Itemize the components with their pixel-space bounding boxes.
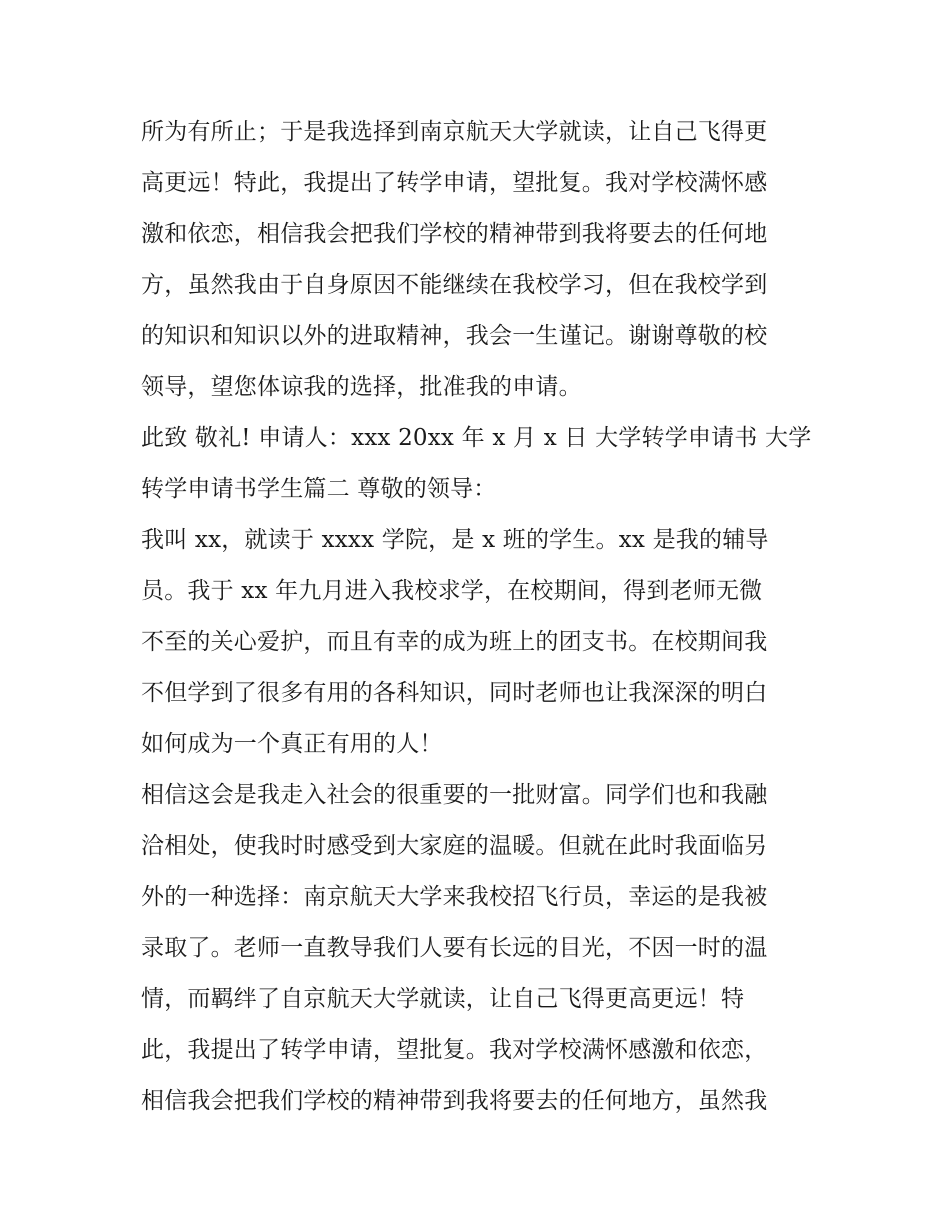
text-line: 情，而羁绊了自京航天大学就读，让自己飞得更高更远！特 bbox=[141, 986, 745, 1012]
text-line: 相信这会是我走入社会的很重要的一批财富。同学们也和我融 bbox=[141, 782, 768, 808]
text-line: 洽相处，使我时时感受到大家庭的温暖。但就在此时我面临另 bbox=[141, 833, 768, 859]
text-line: 不但学到了很多有用的各科知识，同时老师也让我深深的明白 bbox=[141, 680, 768, 706]
text-line: 相信我会把我们学校的精神带到我将要去的任何地方，虽然我 bbox=[141, 1088, 768, 1114]
text-line: 不至的关心爱护，而且有幸的成为班上的团支书。在校期间我 bbox=[141, 629, 768, 655]
text-line: 外的一种选择：南京航天大学来我校招飞行员，幸运的是我被 bbox=[141, 884, 768, 910]
body-text bbox=[141, 107, 813, 1127]
text-line: 领导，望您体谅我的选择，批准我的申请。 bbox=[141, 374, 582, 400]
text-line: 转学申请书学生篇二 尊敬的领导： bbox=[141, 476, 497, 502]
text-line: 员。我于 xx 年九月进入我校求学，在校期间，得到老师无微 bbox=[141, 578, 763, 604]
text-line: 的知识和知识以外的进取精神，我会一生谨记。谢谢尊敬的校 bbox=[141, 323, 768, 349]
text-line: 录取了。老师一直教导我们人要有长远的目光，不因一时的温 bbox=[141, 935, 768, 961]
text-line: 此，我提出了转学申请，望批复。我对学校满怀感激和依恋， bbox=[141, 1037, 768, 1063]
text-line: 高更远！特此，我提出了转学申请，望批复。我对学校满怀感 bbox=[141, 170, 768, 196]
text-line: 如何成为一个真正有用的人！ bbox=[141, 731, 443, 757]
text-line: 激和依恋，相信我会把我们学校的精神带到我将要去的任何地 bbox=[141, 221, 768, 247]
text-line: 所为有所止；于是我选择到南京航天大学就读，让自己飞得更 bbox=[141, 119, 768, 145]
text-line: 此致 敬礼! 申请人：xxx 20xx 年 x 月 x 日 大学转学申请书 大学 bbox=[141, 425, 812, 451]
text-line: 我叫 xx，就读于 xxxx 学院，是 x 班的学生。xx 是我的辅导 bbox=[141, 527, 769, 553]
text-line: 方，虽然我由于自身原因不能继续在我校学习，但在我校学到 bbox=[141, 272, 768, 298]
